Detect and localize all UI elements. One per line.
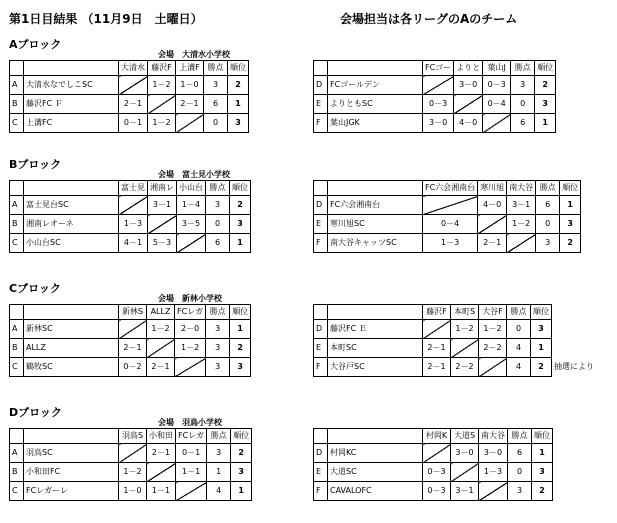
rank-cell: 3 <box>535 95 556 114</box>
column-header: 寒川旭 <box>478 181 507 196</box>
match-score: 1－3 <box>119 215 148 234</box>
match-score: 2－1 <box>119 95 148 114</box>
rank-cell: 2 <box>228 76 249 95</box>
points-cell: 3 <box>206 339 230 358</box>
match-score: 1－2 <box>119 463 147 482</box>
table-header-row <box>10 181 251 196</box>
table-row <box>10 196 251 215</box>
table-row <box>10 95 249 114</box>
match-score: 4－1 <box>119 234 148 253</box>
table-header-row <box>314 181 581 196</box>
match-score: 4－0 <box>478 196 507 215</box>
rank-cell: 2 <box>231 444 252 463</box>
venue-label: 会場 大清水小学校 <box>158 50 230 59</box>
self-match-cell <box>119 320 147 339</box>
team-name: 大道SC <box>328 463 423 482</box>
block-title: Aブロック <box>9 38 62 51</box>
table-row <box>314 482 553 501</box>
self-match-cell <box>423 444 451 463</box>
team-name: 南大谷キャッツSC <box>328 234 423 253</box>
match-score: 0－3 <box>423 482 451 501</box>
row-label: F <box>314 234 328 253</box>
row-label: D <box>314 444 328 463</box>
rank-cell: 3 <box>230 358 251 377</box>
team-name: FCレガーレ <box>24 482 119 501</box>
column-header: 小山台 <box>177 181 206 196</box>
table-header-row <box>314 61 556 76</box>
standings-table <box>9 180 251 253</box>
rank-cell: 2 <box>230 196 251 215</box>
points-cell: 1 <box>207 463 231 482</box>
block-title: Dブロック <box>9 406 62 419</box>
points-cell: 3 <box>206 196 230 215</box>
row-label: F <box>314 358 328 377</box>
row-label: B <box>10 463 24 482</box>
column-header: 勝点 <box>508 429 532 444</box>
team-name: 大谷戸SC <box>328 358 423 377</box>
self-match-cell <box>479 482 508 501</box>
team-name: 湘南レオーネ <box>24 215 119 234</box>
row-label: F <box>314 114 328 133</box>
rank-cell: 1 <box>531 339 552 358</box>
column-header: FCゴー <box>423 61 454 76</box>
table-header-row <box>314 429 553 444</box>
table-row <box>314 95 556 114</box>
table-row <box>314 358 552 377</box>
table-row <box>10 463 252 482</box>
points-cell: 4 <box>207 482 231 501</box>
column-header: 羽鳥S <box>119 429 147 444</box>
team-name: ALLZ <box>24 339 119 358</box>
team-name: 小和田FC <box>24 463 119 482</box>
points-cell: 0 <box>508 463 532 482</box>
points-cell: 3 <box>206 358 230 377</box>
standings-table <box>9 60 249 133</box>
self-match-cell <box>454 95 483 114</box>
table-row <box>10 320 251 339</box>
venue-label: 会場 羽鳥小学校 <box>158 418 222 427</box>
table-row <box>10 358 251 377</box>
column-header: 村岡K <box>423 429 451 444</box>
match-score: 1－2 <box>148 114 176 133</box>
column-header: 小和田 <box>147 429 176 444</box>
row-label: D <box>314 320 328 339</box>
match-score: 2－1 <box>423 339 451 358</box>
team-name: 富士見台SC <box>24 196 119 215</box>
table-header-row <box>10 61 249 76</box>
rank-cell: 1 <box>560 196 581 215</box>
table-row <box>10 482 252 501</box>
match-score: 2－0 <box>175 320 206 339</box>
match-score: 1－2 <box>147 320 175 339</box>
rank-cell: 1 <box>535 114 556 133</box>
match-score: 2－2 <box>451 358 479 377</box>
match-score: 0－1 <box>176 444 207 463</box>
rank-cell: 3 <box>228 114 249 133</box>
match-score: 2－1 <box>147 358 175 377</box>
team-name: 村岡KC <box>328 444 423 463</box>
self-match-cell <box>451 463 479 482</box>
match-score: 3－5 <box>177 215 206 234</box>
team-name: 藤沢FC Ｆ <box>24 95 119 114</box>
points-cell: 0 <box>511 95 535 114</box>
table-row <box>314 463 553 482</box>
points-cell: 6 <box>206 234 230 253</box>
points-cell: 4 <box>507 358 531 377</box>
points-cell: 3 <box>508 482 532 501</box>
column-header: 順位 <box>560 181 581 196</box>
team-name: 寒川旭SC <box>328 215 423 234</box>
column-header: 上溝F <box>176 61 204 76</box>
table-row <box>314 234 581 253</box>
team-name: 新林SC <box>24 320 119 339</box>
team-name: 葉山JGK <box>328 114 423 133</box>
column-header: 勝点 <box>511 61 535 76</box>
points-cell: 3 <box>204 76 228 95</box>
table-row <box>10 76 249 95</box>
team-name: 小山台SC <box>24 234 119 253</box>
column-header: 勝点 <box>206 305 230 320</box>
match-score: 2－1 <box>147 444 176 463</box>
column-header: 本町S <box>451 305 479 320</box>
table-row <box>10 215 251 234</box>
standings-table <box>313 304 552 377</box>
team-name: 藤沢FC Ｅ <box>328 320 423 339</box>
block-title: Bブロック <box>9 158 62 171</box>
rank-cell: 1 <box>230 234 251 253</box>
column-header: 大谷F <box>479 305 507 320</box>
table-header-row <box>314 305 552 320</box>
rank-cell: 3 <box>532 463 553 482</box>
self-match-cell <box>147 339 175 358</box>
match-score: 1－1 <box>147 482 176 501</box>
self-match-cell <box>119 444 147 463</box>
match-score: 2－1 <box>478 234 507 253</box>
points-cell: 4 <box>507 339 531 358</box>
row-label: E <box>314 339 328 358</box>
column-header: 藤沢F <box>148 61 176 76</box>
match-score: 1－3 <box>479 463 508 482</box>
match-score: 2－1 <box>423 358 451 377</box>
match-score: 0－3 <box>483 76 511 95</box>
column-header: 順位 <box>230 305 251 320</box>
column-header: 順位 <box>532 429 553 444</box>
self-match-cell <box>423 76 454 95</box>
column-header: 勝点 <box>536 181 560 196</box>
team-name: FC六会湘南台 <box>328 196 423 215</box>
column-header: よりと <box>454 61 483 76</box>
page-title: 第1日目結果 （11月9日 土曜日） <box>9 12 203 26</box>
self-match-cell <box>478 215 507 234</box>
match-score: 3－0 <box>454 76 483 95</box>
match-score: 0－2 <box>119 358 147 377</box>
points-cell: 6 <box>511 114 535 133</box>
rank-cell: 1 <box>532 444 553 463</box>
rank-cell: 3 <box>560 215 581 234</box>
team-name: CAVALOFC <box>328 482 423 501</box>
rank-cell: 1 <box>228 95 249 114</box>
self-match-cell <box>507 234 536 253</box>
match-score: 0－4 <box>483 95 511 114</box>
column-header: 葉山J <box>483 61 511 76</box>
points-cell: 3 <box>206 320 230 339</box>
team-name: 鶴牧SC <box>24 358 119 377</box>
points-cell: 3 <box>536 234 560 253</box>
self-match-cell <box>479 358 507 377</box>
column-header: 順位 <box>230 181 251 196</box>
column-header: 藤沢F <box>423 305 451 320</box>
team-name: 羽鳥SC <box>24 444 119 463</box>
column-header: 湘南レ <box>148 181 177 196</box>
table-row <box>10 114 249 133</box>
block-title: Cブロック <box>9 282 61 295</box>
points-cell: 3 <box>207 444 231 463</box>
rank-cell: 3 <box>231 463 252 482</box>
row-label: C <box>10 358 24 377</box>
match-score: 1－3 <box>423 234 478 253</box>
match-score: 0－1 <box>119 114 148 133</box>
row-label: A <box>10 444 24 463</box>
column-header: FC六会湘南台 <box>423 181 478 196</box>
column-header: 順位 <box>531 305 552 320</box>
match-score: 3－0 <box>479 444 508 463</box>
match-score: 3－1 <box>148 196 177 215</box>
column-header: 勝点 <box>206 181 230 196</box>
row-label: E <box>314 463 328 482</box>
match-score: 2－2 <box>479 339 507 358</box>
match-score: 1－2 <box>451 320 479 339</box>
rank-cell: 3 <box>531 320 552 339</box>
self-match-cell <box>176 482 207 501</box>
match-score: 1－0 <box>176 76 204 95</box>
match-score: 1－2 <box>148 76 176 95</box>
match-score: 0－4 <box>423 215 478 234</box>
self-match-cell <box>423 320 451 339</box>
row-label: C <box>10 114 24 133</box>
rank-cell: 1 <box>231 482 252 501</box>
points-cell: 6 <box>508 444 532 463</box>
table-header-row <box>10 305 251 320</box>
match-score: 1－0 <box>119 482 147 501</box>
match-score: 2－1 <box>176 95 204 114</box>
team-name: 上溝FC <box>24 114 119 133</box>
standings-table <box>9 428 252 501</box>
row-label: F <box>314 482 328 501</box>
rank-cell: 3 <box>230 215 251 234</box>
rank-cell: 2 <box>531 358 552 377</box>
lottery-note: 抽選により <box>554 362 594 371</box>
table-header-row <box>10 429 252 444</box>
match-score: 3－1 <box>507 196 536 215</box>
match-score: 0－3 <box>423 463 451 482</box>
rank-cell: 2 <box>532 482 553 501</box>
table-row <box>314 76 556 95</box>
rank-cell: 2 <box>560 234 581 253</box>
match-score: 2－1 <box>119 339 147 358</box>
row-label: B <box>10 215 24 234</box>
table-row <box>314 339 552 358</box>
self-match-cell <box>119 196 148 215</box>
standings-table <box>313 428 553 501</box>
column-header: 勝点 <box>204 61 228 76</box>
row-label: B <box>10 95 24 114</box>
match-score: 0－3 <box>423 95 454 114</box>
match-score: 1－2 <box>507 215 536 234</box>
team-name: よりともSC <box>328 95 423 114</box>
column-header: ALLZ <box>147 305 175 320</box>
table-row <box>10 234 251 253</box>
match-score: 1－1 <box>176 463 207 482</box>
row-label: E <box>314 95 328 114</box>
self-match-cell <box>119 76 148 95</box>
rank-cell: 2 <box>230 339 251 358</box>
table-row <box>314 114 556 133</box>
team-name: FCゴールデン <box>328 76 423 95</box>
column-header: 勝点 <box>207 429 231 444</box>
points-cell: 6 <box>536 196 560 215</box>
venue-label: 会場 新林小学校 <box>158 294 222 303</box>
self-match-cell <box>148 95 176 114</box>
table-row <box>10 339 251 358</box>
row-label: C <box>10 234 24 253</box>
rank-cell: 2 <box>535 76 556 95</box>
column-header: 大道S <box>451 429 479 444</box>
row-label: D <box>314 76 328 95</box>
points-cell: 0 <box>206 215 230 234</box>
standings-table <box>9 304 251 377</box>
self-match-cell <box>483 114 511 133</box>
column-header: 新林S <box>119 305 147 320</box>
table-row <box>314 196 581 215</box>
row-label: A <box>10 320 24 339</box>
column-header: 南大谷 <box>507 181 536 196</box>
match-score: 5－3 <box>148 234 177 253</box>
row-label: D <box>314 196 328 215</box>
match-score: 4－0 <box>454 114 483 133</box>
self-match-cell <box>451 339 479 358</box>
column-header: 順位 <box>535 61 556 76</box>
column-header: 大清水 <box>119 61 148 76</box>
table-row <box>10 444 252 463</box>
points-cell: 0 <box>536 215 560 234</box>
standings-table <box>313 180 581 253</box>
self-match-cell <box>176 114 204 133</box>
match-score: 3－1 <box>451 482 479 501</box>
column-header: 勝点 <box>507 305 531 320</box>
page-subtitle: 会場担当は各リーグのAのチーム <box>340 12 518 26</box>
table-row <box>314 444 553 463</box>
match-score: 3－0 <box>451 444 479 463</box>
row-label: E <box>314 215 328 234</box>
match-score: 3－0 <box>423 114 454 133</box>
row-label: B <box>10 339 24 358</box>
table-row <box>314 215 581 234</box>
points-cell: 0 <box>204 114 228 133</box>
row-label: A <box>10 76 24 95</box>
match-score: 1－4 <box>177 196 206 215</box>
self-match-cell <box>147 463 176 482</box>
column-header: 順位 <box>228 61 249 76</box>
column-header: FCレガ <box>175 305 206 320</box>
rank-cell: 1 <box>230 320 251 339</box>
standings-table <box>313 60 556 133</box>
points-cell: 0 <box>507 320 531 339</box>
points-cell: 6 <box>204 95 228 114</box>
self-match-cell <box>175 358 206 377</box>
row-label: A <box>10 196 24 215</box>
venue-label: 会場 富士見小学校 <box>158 170 230 179</box>
team-name: 本町SC <box>328 339 423 358</box>
row-label: C <box>10 482 24 501</box>
column-header: 順位 <box>231 429 252 444</box>
match-score: 1－2 <box>479 320 507 339</box>
column-header: FCレガ <box>176 429 207 444</box>
self-match-cell <box>148 215 177 234</box>
points-cell: 3 <box>511 76 535 95</box>
self-match-cell <box>177 234 206 253</box>
table-row <box>314 320 552 339</box>
self-match-cell <box>423 196 478 215</box>
match-score: 1－2 <box>175 339 206 358</box>
column-header: 富士見 <box>119 181 148 196</box>
column-header: 南大谷 <box>479 429 508 444</box>
team-name: 大清水なでしこSC <box>24 76 119 95</box>
